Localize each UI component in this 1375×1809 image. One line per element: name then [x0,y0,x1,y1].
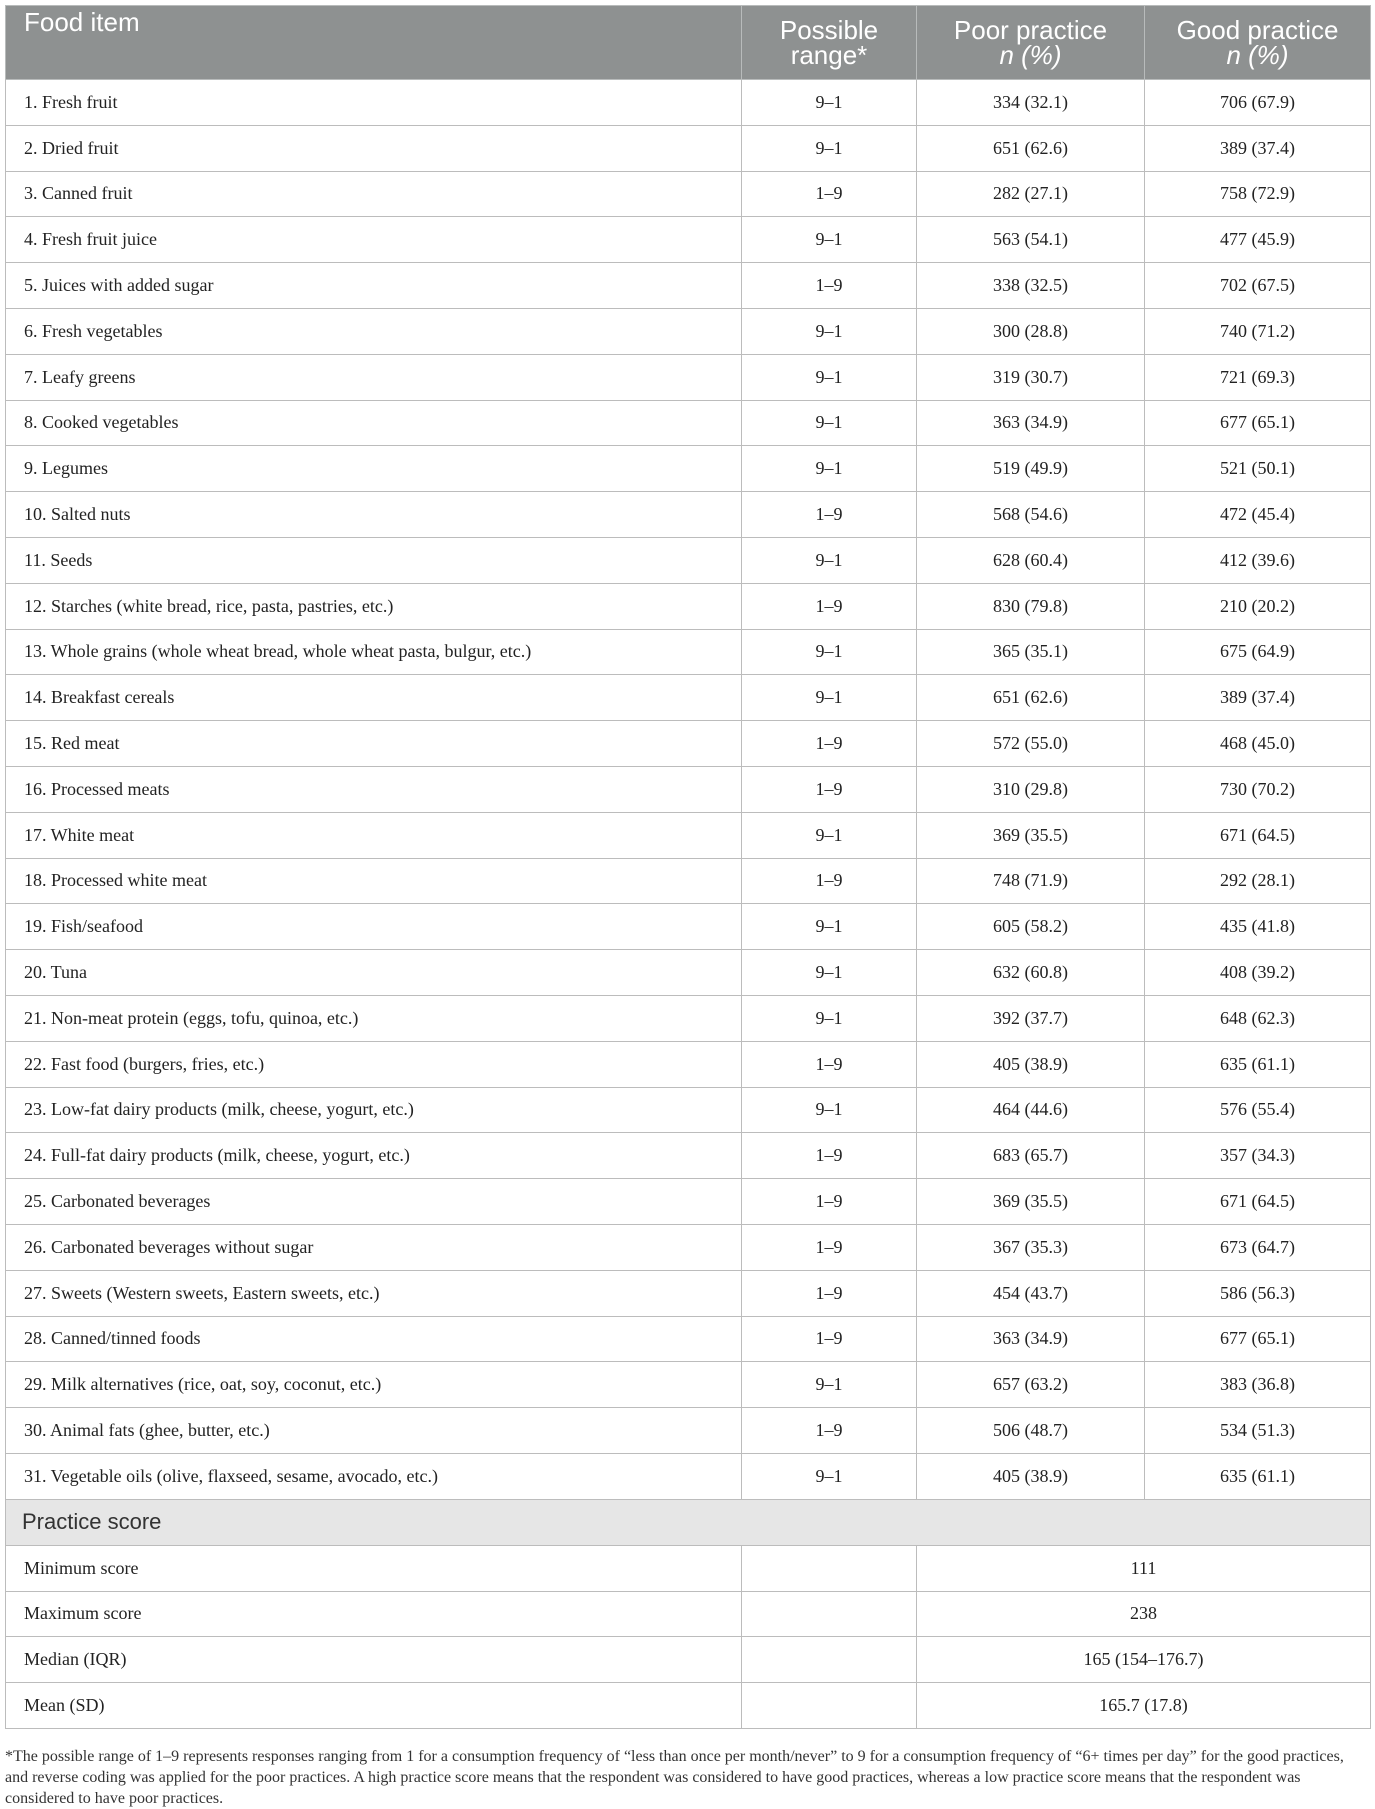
table-row [6,1179,1371,1225]
possible-range-cell: 9–1 [742,308,917,354]
food-item-cell: 29. Milk alternatives (rice, oat, soy, coconut, etc.) [6,1362,742,1408]
possible-range-cell: 1–9 [742,263,917,309]
header-poor-practice [917,6,1145,80]
food-item-cell: 21. Non-meat protein (eggs, tofu, quinoa, etc.) [6,995,742,1041]
food-item-cell: 6. Fresh vegetables [6,308,742,354]
food-item-cell: 2. Dried fruit [6,125,742,171]
poor-practice-cell: 405 (38.9) [917,1453,1145,1499]
poor-practice-cell: 367 (35.3) [917,1224,1145,1270]
good-practice-cell: 534 (51.3) [1145,1408,1371,1454]
table-row [6,171,1371,217]
score-row [6,1545,1371,1591]
table-row [6,583,1371,629]
good-practice-cell: 730 (70.2) [1145,766,1371,812]
good-practice-cell: 706 (67.9) [1145,80,1371,126]
score-label-cell: Mean (SD) [6,1683,742,1729]
food-item-cell: 5. Juices with added sugar [6,263,742,309]
poor-practice-cell: 282 (27.1) [917,171,1145,217]
table-row [6,858,1371,904]
empty-cell [742,1683,917,1729]
poor-practice-cell: 506 (48.7) [917,1408,1145,1454]
poor-practice-cell: 683 (65.7) [917,1133,1145,1179]
possible-range-cell: 1–9 [742,1224,917,1270]
table-row [6,80,1371,126]
possible-range-cell: 1–9 [742,721,917,767]
poor-practice-cell: 392 (37.7) [917,995,1145,1041]
table-row [6,766,1371,812]
poor-practice-cell: 605 (58.2) [917,904,1145,950]
good-practice-cell: 677 (65.1) [1145,1316,1371,1362]
good-practice-cell: 357 (34.3) [1145,1133,1371,1179]
header-food-item: Food item [6,6,742,80]
table-row [6,446,1371,492]
possible-range-cell: 1–9 [742,1133,917,1179]
header-good-practice-label: Good practice [1176,14,1339,45]
poor-practice-cell: 310 (29.8) [917,766,1145,812]
food-item-cell: 26. Carbonated beverages without sugar [6,1224,742,1270]
table-row [6,308,1371,354]
poor-practice-cell: 369 (35.5) [917,1179,1145,1225]
poor-practice-cell: 651 (62.6) [917,125,1145,171]
food-item-cell: 13. Whole grains (whole wheat bread, whole wheat pasta, bulgur, etc.) [6,629,742,675]
food-item-cell: 30. Animal fats (ghee, butter, etc.) [6,1408,742,1454]
good-practice-cell: 210 (20.2) [1145,583,1371,629]
empty-cell [742,1545,917,1591]
practice-score-heading: Practice score [6,1499,1371,1545]
good-practice-cell: 408 (39.2) [1145,950,1371,996]
header-poor-practice-stat: n (%) [999,39,1062,70]
header-poor-practice-label: Poor practice [953,14,1108,45]
table-row [6,492,1371,538]
table-row [6,125,1371,171]
possible-range-cell: 9–1 [742,446,917,492]
empty-cell [742,1637,917,1683]
possible-range-cell: 1–9 [742,1041,917,1087]
table-row [6,812,1371,858]
poor-practice-cell: 748 (71.9) [917,858,1145,904]
possible-range-cell: 9–1 [742,354,917,400]
good-practice-cell: 389 (37.4) [1145,125,1371,171]
table-header-row [6,6,1371,80]
good-practice-cell: 412 (39.6) [1145,537,1371,583]
poor-practice-cell: 519 (49.9) [917,446,1145,492]
header-good-practice [1145,6,1371,80]
food-item-cell: 1. Fresh fruit [6,80,742,126]
possible-range-cell: 9–1 [742,125,917,171]
table-row [6,721,1371,767]
table-row [6,675,1371,721]
poor-practice-cell: 572 (55.0) [917,721,1145,767]
food-item-cell: 9. Legumes [6,446,742,492]
good-practice-cell: 383 (36.8) [1145,1362,1371,1408]
table-row [6,1408,1371,1454]
good-practice-cell: 702 (67.5) [1145,263,1371,309]
poor-practice-cell: 563 (54.1) [917,217,1145,263]
poor-practice-cell: 363 (34.9) [917,400,1145,446]
possible-range-cell: 9–1 [742,537,917,583]
table-row [6,217,1371,263]
possible-range-cell: 9–1 [742,1362,917,1408]
possible-range-cell: 9–1 [742,80,917,126]
good-practice-cell: 477 (45.9) [1145,217,1371,263]
poor-practice-cell: 338 (32.5) [917,263,1145,309]
possible-range-cell: 1–9 [742,492,917,538]
score-value-cell: 165 (154–176.7) [917,1637,1371,1683]
score-row [6,1637,1371,1683]
score-value-cell: 238 [917,1591,1371,1637]
poor-practice-cell: 405 (38.9) [917,1041,1145,1087]
possible-range-cell: 9–1 [742,400,917,446]
food-item-cell: 24. Full-fat dairy products (milk, cheese, yogurt, etc.) [6,1133,742,1179]
header-possible-range: Possible range* [742,6,917,80]
table-body [6,80,1371,1729]
table-row [6,1453,1371,1499]
good-practice-cell: 586 (56.3) [1145,1270,1371,1316]
good-practice-cell: 671 (64.5) [1145,812,1371,858]
poor-practice-cell: 632 (60.8) [917,950,1145,996]
good-practice-cell: 758 (72.9) [1145,171,1371,217]
table-row [6,1316,1371,1362]
good-practice-cell: 635 (61.1) [1145,1041,1371,1087]
possible-range-cell: 1–9 [742,583,917,629]
score-value-cell: 165.7 (17.8) [917,1683,1371,1729]
food-item-cell: 28. Canned/tinned foods [6,1316,742,1362]
good-practice-cell: 472 (45.4) [1145,492,1371,538]
table-row [6,904,1371,950]
good-practice-cell: 721 (69.3) [1145,354,1371,400]
good-practice-cell: 389 (37.4) [1145,675,1371,721]
food-item-cell: 15. Red meat [6,721,742,767]
food-item-cell: 23. Low-fat dairy products (milk, cheese, yogurt, etc.) [6,1087,742,1133]
food-item-cell: 20. Tuna [6,950,742,996]
possible-range-cell: 1–9 [742,1270,917,1316]
table-row [6,1362,1371,1408]
score-label-cell: Maximum score [6,1591,742,1637]
good-practice-cell: 740 (71.2) [1145,308,1371,354]
score-label-cell: Minimum score [6,1545,742,1591]
poor-practice-cell: 568 (54.6) [917,492,1145,538]
poor-practice-cell: 365 (35.1) [917,629,1145,675]
poor-practice-cell: 319 (30.7) [917,354,1145,400]
possible-range-cell: 9–1 [742,904,917,950]
food-item-cell: 16. Processed meats [6,766,742,812]
poor-practice-cell: 334 (32.1) [917,80,1145,126]
food-item-cell: 25. Carbonated beverages [6,1179,742,1225]
food-item-cell: 3. Canned fruit [6,171,742,217]
score-row [6,1591,1371,1637]
food-item-cell: 19. Fish/seafood [6,904,742,950]
good-practice-cell: 435 (41.8) [1145,904,1371,950]
good-practice-cell: 671 (64.5) [1145,1179,1371,1225]
table-row [6,1270,1371,1316]
table-row [6,537,1371,583]
possible-range-cell: 9–1 [742,675,917,721]
poor-practice-cell: 830 (79.8) [917,583,1145,629]
good-practice-cell: 648 (62.3) [1145,995,1371,1041]
food-item-cell: 12. Starches (white bread, rice, pasta, pastries, etc.) [6,583,742,629]
table-row [6,400,1371,446]
poor-practice-cell: 651 (62.6) [917,675,1145,721]
food-item-cell: 8. Cooked vegetables [6,400,742,446]
food-item-cell: 17. White meat [6,812,742,858]
food-item-cell: 11. Seeds [6,537,742,583]
possible-range-cell: 9–1 [742,812,917,858]
food-item-cell: 31. Vegetable oils (olive, flaxseed, sesame, avocado, etc.) [6,1453,742,1499]
poor-practice-cell: 454 (43.7) [917,1270,1145,1316]
poor-practice-cell: 363 (34.9) [917,1316,1145,1362]
section-row [6,1499,1371,1545]
food-item-cell: 7. Leafy greens [6,354,742,400]
poor-practice-cell: 628 (60.4) [917,537,1145,583]
table-row [6,1133,1371,1179]
table-row [6,1087,1371,1133]
table-footnote: *The possible range of 1–9 represents responses ranging from 1 for a consumption frequency of “less than once per month/never” to 9 for a consumption frequency of “6+ times per day” for the good practices, and reverse coding was applied for the poor practices. A high practice score means that the respondent was considered to have good practices, whereas a low practice score means that the respondent was considered to have poor practices. [5,1748,1344,1807]
possible-range-cell: 9–1 [742,995,917,1041]
food-item-cell: 27. Sweets (Western sweets, Eastern sweets, etc.) [6,1270,742,1316]
possible-range-cell: 9–1 [742,1087,917,1133]
table-row [6,950,1371,996]
food-item-cell: 10. Salted nuts [6,492,742,538]
table-row [6,995,1371,1041]
good-practice-cell: 521 (50.1) [1145,446,1371,492]
possible-range-cell: 1–9 [742,171,917,217]
possible-range-cell: 1–9 [742,1408,917,1454]
score-value-cell: 111 [917,1545,1371,1591]
table-row [6,1041,1371,1087]
poor-practice-cell: 657 (63.2) [917,1362,1145,1408]
good-practice-cell: 468 (45.0) [1145,721,1371,767]
possible-range-cell: 9–1 [742,629,917,675]
practice-table-container [5,5,1370,1729]
possible-range-cell: 1–9 [742,766,917,812]
table-row [6,629,1371,675]
good-practice-cell: 292 (28.1) [1145,858,1371,904]
table-row [6,354,1371,400]
good-practice-cell: 673 (64.7) [1145,1224,1371,1270]
food-item-cell: 22. Fast food (burgers, fries, etc.) [6,1041,742,1087]
table-row [6,1224,1371,1270]
empty-cell [742,1591,917,1637]
score-label-cell: Median (IQR) [6,1637,742,1683]
header-good-practice-stat: n (%) [1226,39,1289,70]
food-item-cell: 14. Breakfast cereals [6,675,742,721]
possible-range-cell: 9–1 [742,950,917,996]
good-practice-cell: 635 (61.1) [1145,1453,1371,1499]
poor-practice-cell: 369 (35.5) [917,812,1145,858]
possible-range-cell: 9–1 [742,217,917,263]
good-practice-cell: 576 (55.4) [1145,1087,1371,1133]
poor-practice-cell: 464 (44.6) [917,1087,1145,1133]
possible-range-cell: 1–9 [742,858,917,904]
practice-table [5,5,1371,1729]
poor-practice-cell: 300 (28.8) [917,308,1145,354]
food-item-cell: 4. Fresh fruit juice [6,217,742,263]
good-practice-cell: 677 (65.1) [1145,400,1371,446]
possible-range-cell: 1–9 [742,1179,917,1225]
food-item-cell: 18. Processed white meat [6,858,742,904]
good-practice-cell: 675 (64.9) [1145,629,1371,675]
table-row [6,263,1371,309]
possible-range-cell: 9–1 [742,1453,917,1499]
score-row [6,1683,1371,1729]
possible-range-cell: 1–9 [742,1316,917,1362]
